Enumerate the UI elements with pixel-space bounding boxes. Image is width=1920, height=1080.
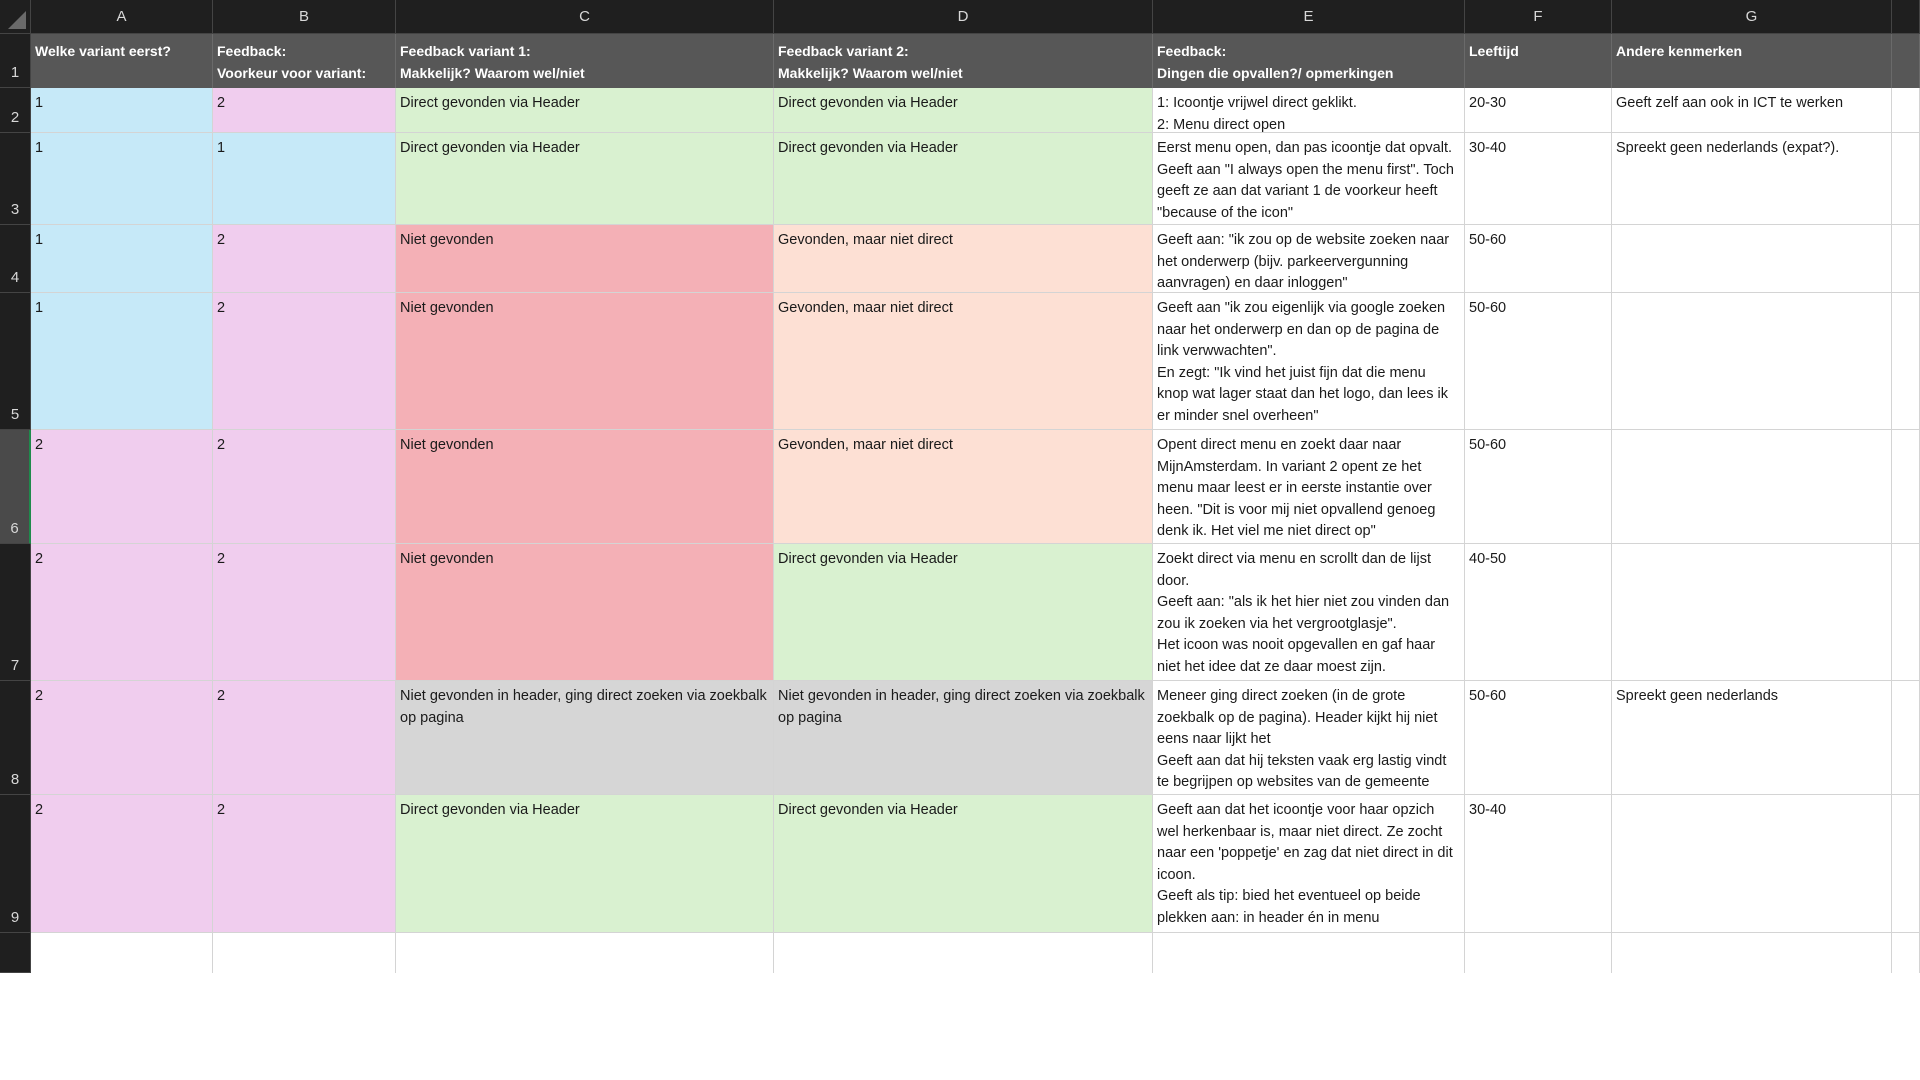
cell-g10[interactable]: [1612, 933, 1892, 973]
cell-f7[interactable]: 40-50: [1465, 544, 1612, 681]
cell-g9[interactable]: [1612, 795, 1892, 933]
cell-g4[interactable]: [1612, 225, 1892, 293]
column-header-d[interactable]: D: [774, 0, 1153, 34]
select-all-triangle-icon: [8, 11, 26, 29]
header-cell-d1[interactable]: Feedback variant 2: Makkelijk? Waarom wel/niet: [774, 34, 1153, 88]
cell-b9[interactable]: 2: [213, 795, 396, 933]
cell-b8[interactable]: 2: [213, 681, 396, 795]
cell-c2[interactable]: Direct gevonden via Header: [396, 88, 774, 133]
cell-f2[interactable]: 20-30: [1465, 88, 1612, 133]
cell-f4[interactable]: 50-60: [1465, 225, 1612, 293]
cell-c4[interactable]: Niet gevonden: [396, 225, 774, 293]
header-cell-e1[interactable]: Feedback: Dingen die opvallen?/ opmerkingen: [1153, 34, 1465, 88]
cell-d9[interactable]: Direct gevonden via Header: [774, 795, 1153, 933]
column-header-f[interactable]: F: [1465, 0, 1612, 34]
row-header-3[interactable]: 3: [0, 133, 31, 225]
cell-d3[interactable]: Direct gevonden via Header: [774, 133, 1153, 225]
cell-f8[interactable]: 50-60: [1465, 681, 1612, 795]
cell-h8[interactable]: [1892, 681, 1920, 795]
column-header-h[interactable]: [1892, 0, 1920, 34]
cell-a8[interactable]: 2: [31, 681, 213, 795]
cell-d8[interactable]: Niet gevonden in header, ging direct zoeken via zoekbalk op pagina: [774, 681, 1153, 795]
row-header-2[interactable]: 2: [0, 88, 31, 133]
cell-f3[interactable]: 30-40: [1465, 133, 1612, 225]
select-all-corner[interactable]: [0, 0, 31, 34]
row-header-4[interactable]: 4: [0, 225, 31, 293]
cell-b5[interactable]: 2: [213, 293, 396, 430]
row-header-6[interactable]: 6: [0, 430, 31, 544]
cell-c10[interactable]: [396, 933, 774, 973]
column-header-c[interactable]: C: [396, 0, 774, 34]
cell-f9[interactable]: 30-40: [1465, 795, 1612, 933]
row-header-5[interactable]: 5: [0, 293, 31, 430]
cell-d10[interactable]: [774, 933, 1153, 973]
cell-h2[interactable]: [1892, 88, 1920, 133]
cell-b6[interactable]: 2: [213, 430, 396, 544]
cell-c7[interactable]: Niet gevonden: [396, 544, 774, 681]
cell-a7[interactable]: 2: [31, 544, 213, 681]
row-header-7[interactable]: 7: [0, 544, 31, 681]
cell-e4[interactable]: Geeft aan: "ik zou op de website zoeken naar het onderwerp (bijv. parkeervergunning aanvragen) en daar inloggen": [1153, 225, 1465, 293]
cell-g5[interactable]: [1612, 293, 1892, 430]
cell-e2[interactable]: 1: Icoontje vrijwel direct geklikt. 2: Menu direct open: [1153, 88, 1465, 133]
row-header-10[interactable]: [0, 933, 31, 973]
cell-g7[interactable]: [1612, 544, 1892, 681]
row-header-1[interactable]: 1: [0, 34, 31, 88]
header-cell-b1[interactable]: Feedback: Voorkeur voor variant:: [213, 34, 396, 88]
cell-a6[interactable]: 2: [31, 430, 213, 544]
column-header-a[interactable]: A: [31, 0, 213, 34]
cell-e3[interactable]: Eerst menu open, dan pas icoontje dat opvalt. Geeft aan "I always open the menu first". Toch geeft ze aan dat variant 1 de voorkeur heeft "because of the icon": [1153, 133, 1465, 225]
cell-b2[interactable]: 2: [213, 88, 396, 133]
cell-e8[interactable]: Meneer ging direct zoeken (in de grote zoekbalk op de pagina). Header kijkt hij niet eens naar lijkt het Geeft aan dat hij teksten vaak erg lastig vindt te begrijpen op websites van de gemeente: [1153, 681, 1465, 795]
cell-e7[interactable]: Zoekt direct via menu en scrollt dan de lijst door. Geeft aan: "als ik het hier niet zou vinden dan zou ik zoeken via het vergrootglasje". Het icoon was nooit opgevallen en gaf haar niet het idee dat ze daar moest zijn.: [1153, 544, 1465, 681]
cell-a5[interactable]: 1: [31, 293, 213, 430]
row-header-8[interactable]: 8: [0, 681, 31, 795]
cell-h5[interactable]: [1892, 293, 1920, 430]
header-cell-a1[interactable]: Welke variant eerst?: [31, 34, 213, 88]
cell-c5[interactable]: Niet gevonden: [396, 293, 774, 430]
cell-e10[interactable]: [1153, 933, 1465, 973]
cell-g3[interactable]: Spreekt geen nederlands (expat?).: [1612, 133, 1892, 225]
cell-d4[interactable]: Gevonden, maar niet direct: [774, 225, 1153, 293]
cell-c8[interactable]: Niet gevonden in header, ging direct zoeken via zoekbalk op pagina: [396, 681, 774, 795]
cell-a2[interactable]: 1: [31, 88, 213, 133]
cell-a10[interactable]: [31, 933, 213, 973]
cell-e6[interactable]: Opent direct menu en zoekt daar naar MijnAmsterdam. In variant 2 opent ze het menu maar leest er in eerste instantie over heen. "Dit is voor mij niet opvallend genoeg denk ik. Het viel me niet direct op": [1153, 430, 1465, 544]
cell-g6[interactable]: [1612, 430, 1892, 544]
column-header-b[interactable]: B: [213, 0, 396, 34]
cell-f10[interactable]: [1465, 933, 1612, 973]
column-header-e[interactable]: E: [1153, 0, 1465, 34]
column-header-g[interactable]: G: [1612, 0, 1892, 34]
cell-e5[interactable]: Geeft aan "ik zou eigenlijk via google zoeken naar het onderwerp en dan op de pagina de link verwwachten". En zegt: "Ik vind het juist fijn dat die menu knop wat lager staat dan het logo, dan lees ik er minder snel overheen": [1153, 293, 1465, 430]
cell-b10[interactable]: [213, 933, 396, 973]
cell-c6[interactable]: Niet gevonden: [396, 430, 774, 544]
cell-d7[interactable]: Direct gevonden via Header: [774, 544, 1153, 681]
header-cell-g1[interactable]: Andere kenmerken: [1612, 34, 1892, 88]
cell-h3[interactable]: [1892, 133, 1920, 225]
cell-e9[interactable]: Geeft aan dat het icoontje voor haar opzich wel herkenbaar is, maar niet direct. Ze zocht naar een 'poppetje' en zag dat niet direct in dit icoon. Geeft als tip: bied het eventueel op beide plekken aan: in header én in menu: [1153, 795, 1465, 933]
cell-h10[interactable]: [1892, 933, 1920, 973]
cell-h4[interactable]: [1892, 225, 1920, 293]
cell-f5[interactable]: 50-60: [1465, 293, 1612, 430]
row-header-9[interactable]: 9: [0, 795, 31, 933]
cell-h6[interactable]: [1892, 430, 1920, 544]
cell-d2[interactable]: Direct gevonden via Header: [774, 88, 1153, 133]
cell-f6[interactable]: 50-60: [1465, 430, 1612, 544]
cell-b4[interactable]: 2: [213, 225, 396, 293]
cell-b3[interactable]: 1: [213, 133, 396, 225]
cell-b7[interactable]: 2: [213, 544, 396, 681]
cell-a4[interactable]: 1: [31, 225, 213, 293]
header-cell-c1[interactable]: Feedback variant 1: Makkelijk? Waarom wel/niet: [396, 34, 774, 88]
header-cell-h1[interactable]: [1892, 34, 1920, 88]
cell-h7[interactable]: [1892, 544, 1920, 681]
cell-d5[interactable]: Gevonden, maar niet direct: [774, 293, 1153, 430]
cell-h9[interactable]: [1892, 795, 1920, 933]
cell-g2[interactable]: Geeft zelf aan ook in ICT te werken: [1612, 88, 1892, 133]
header-cell-f1[interactable]: Leeftijd: [1465, 34, 1612, 88]
cell-a3[interactable]: 1: [31, 133, 213, 225]
cell-d6[interactable]: Gevonden, maar niet direct: [774, 430, 1153, 544]
cell-g8[interactable]: Spreekt geen nederlands: [1612, 681, 1892, 795]
cell-c3[interactable]: Direct gevonden via Header: [396, 133, 774, 225]
cell-c9[interactable]: Direct gevonden via Header: [396, 795, 774, 933]
cell-a9[interactable]: 2: [31, 795, 213, 933]
